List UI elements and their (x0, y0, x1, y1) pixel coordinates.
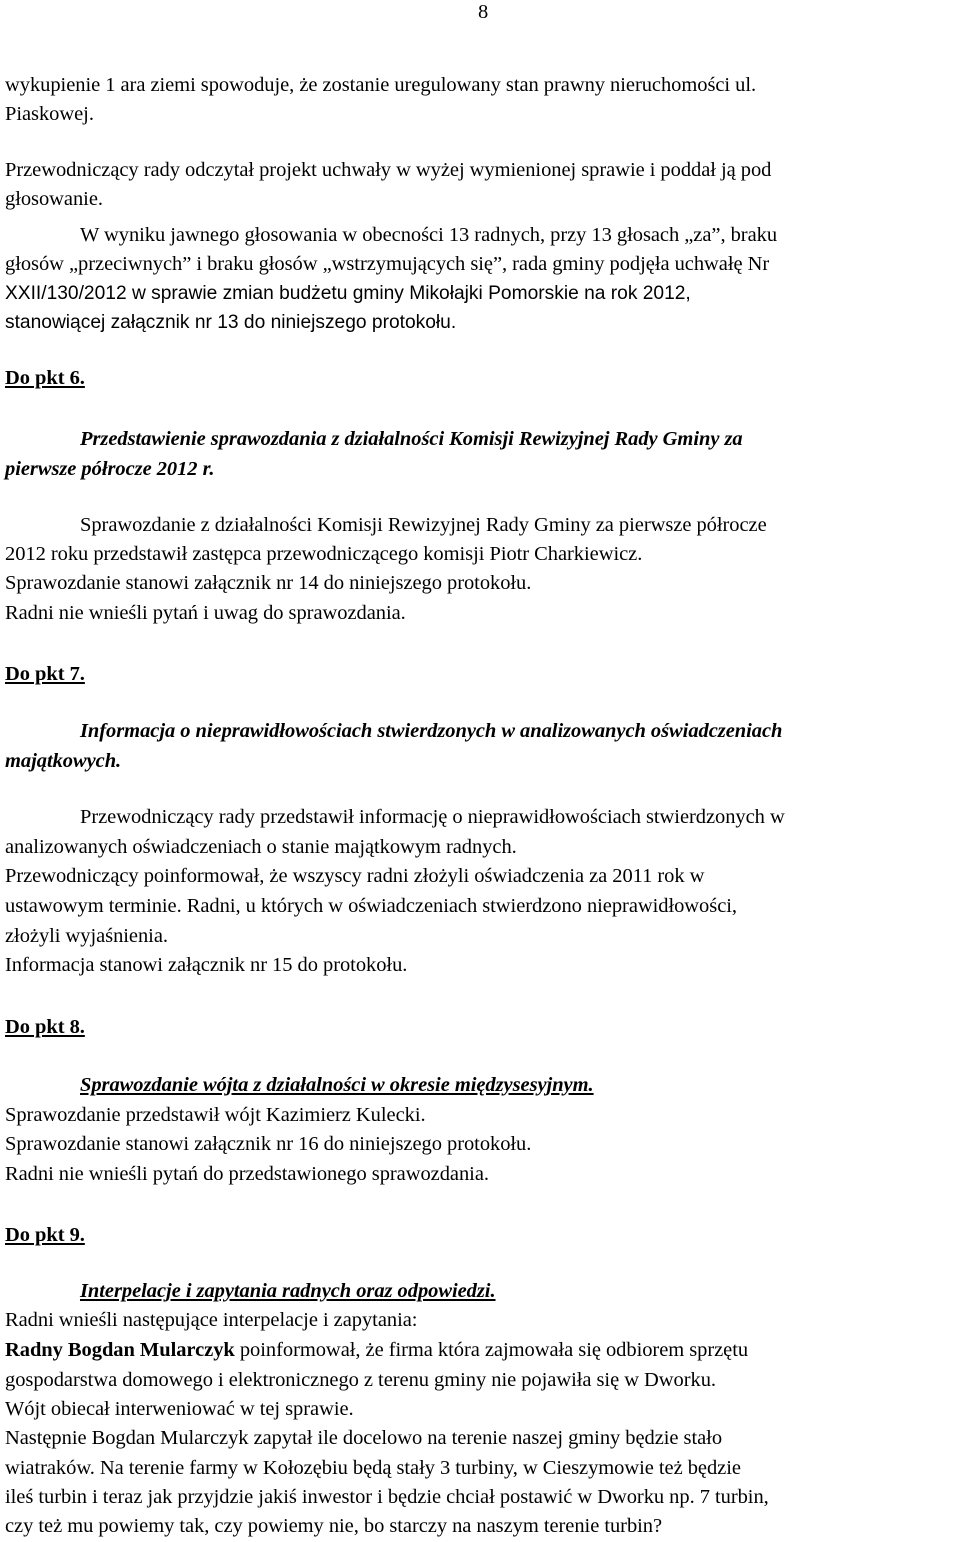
paragraph-line: Przewodniczący poinformował, że wszyscy radni złożyli oświadczenia za 2011 rok w (5, 865, 705, 887)
paragraph-line: Radni nie wnieśli pytań i uwag do sprawozdania. (5, 602, 406, 624)
paragraph-line: Przewodniczący rady przedstawił informację o nieprawidłowościach stwierdzonych w (80, 806, 785, 828)
section-heading: Do pkt 7. (5, 663, 85, 685)
paragraph-line (5, 1336, 748, 1365)
section-title: majątkowych. (5, 750, 122, 772)
paragraph-line: Piaskowej. (5, 103, 94, 125)
page-number: 8 (478, 1, 489, 23)
section-heading: Do pkt 9. (5, 1224, 85, 1246)
paragraph-line: głosów „przeciwnych” i braku głosów „wstrzymujących się”, rada gminy podjęła uchwałę Nr (5, 253, 770, 275)
section-heading: Do pkt 6. (5, 367, 85, 389)
section-title: pierwsze półrocze 2012 r. (5, 458, 215, 480)
paragraph-line: ileś turbin i teraz jak przyjdzie jakiś inwestor i będzie chciał postawić w Dworku np. 7 turbin, (5, 1486, 769, 1508)
paragraph-line: czy też mu powiemy tak, czy powiemy nie, bo starczy na naszym terenie turbin? (5, 1515, 663, 1537)
speaker-text: poinformował, że firma która zajmowała się odbiorem sprzętu (234, 1339, 749, 1361)
paragraph-line: głosowanie. (5, 188, 103, 210)
section-title: Sprawozdanie wójta z działalności w okresie międzysesyjnym. (80, 1074, 594, 1096)
paragraph-line: złożyli wyjaśnienia. (5, 925, 168, 947)
paragraph-line: ustawowym terminie. Radni, u których w oświadczeniach stwierdzono nieprawidłowości, (5, 895, 737, 917)
paragraph-line: wiatraków. Na terenie farmy w Kołozębiu będą stały 3 turbiny, w Cieszymowie też będzie (5, 1457, 741, 1479)
paragraph-line: Sprawozdanie stanowi załącznik nr 14 do niniejszego protokołu. (5, 572, 532, 594)
paragraph-line: 2012 roku przedstawił zastępca przewodniczącego komisji Piotr Charkiewicz. (5, 543, 643, 565)
paragraph-line: Przewodniczący rady odczytał projekt uchwały w wyżej wymienionej sprawie i poddał ją pod (5, 159, 772, 181)
section-title: Przedstawienie sprawozdania z działalności Komisji Rewizyjnej Rady Gminy za (80, 428, 743, 450)
paragraph-line: Informacja stanowi załącznik nr 15 do protokołu. (5, 954, 408, 976)
section-title: Interpelacje i zapytania radnych oraz odpowiedzi. (80, 1280, 496, 1302)
paragraph-line: wykupienie 1 ara ziemi spowoduje, że zostanie uregulowany stan prawny nieruchomości ul. (5, 74, 757, 96)
speaker-name: Radny Bogdan Mularczyk (5, 1339, 235, 1361)
paragraph-line: XXII/130/2012 w sprawie zmian budżetu gminy Mikołajki Pomorskie na rok 2012, (5, 283, 691, 304)
paragraph-line: Sprawozdanie stanowi załącznik nr 16 do niniejszego protokołu. (5, 1133, 532, 1155)
section-title: Informacja o nieprawidłowościach stwierdzonych w analizowanych oświadczeniach (80, 720, 783, 742)
paragraph-line: stanowiącej załącznik nr 13 do niniejszego protokołu. (5, 312, 457, 333)
paragraph-line: gospodarstwa domowego i elektronicznego z terenu gminy nie pojawiła się w Dworku. (5, 1369, 716, 1391)
paragraph-line: Radni nie wnieśli pytań do przedstawionego sprawozdania. (5, 1163, 489, 1185)
paragraph-line: Sprawozdanie przedstawił wójt Kazimierz Kulecki. (5, 1104, 426, 1126)
paragraph-line: Radni wnieśli następujące interpelacje i zapytania: (5, 1309, 418, 1331)
section-heading: Do pkt 8. (5, 1016, 85, 1038)
paragraph-line: Wójt obiecał interweniować w tej sprawie. (5, 1398, 354, 1420)
paragraph-line: Następnie Bogdan Mularczyk zapytał ile docelowo na terenie naszej gminy będzie stało (5, 1427, 723, 1449)
paragraph-line: Sprawozdanie z działalności Komisji Rewizyjnej Rady Gminy za pierwsze półrocze (80, 514, 767, 536)
paragraph-line: analizowanych oświadczeniach o stanie majątkowym radnych. (5, 836, 517, 858)
paragraph-line: W wyniku jawnego głosowania w obecności 13 radnych, przy 13 głosach „za”, braku (80, 224, 778, 246)
